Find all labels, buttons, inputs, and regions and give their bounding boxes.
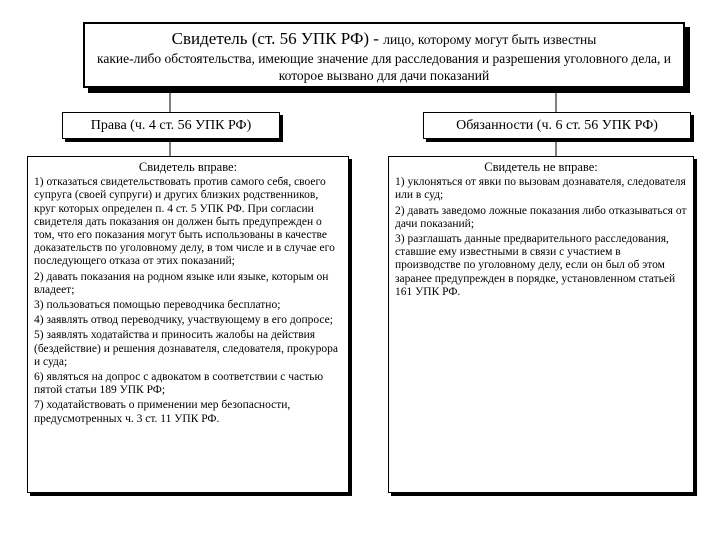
duties-item: 2) давать заведомо ложные показания либо отказываться от дачи показаний; xyxy=(395,204,687,230)
duties-header: Обязанности (ч. 6 ст. 56 УПК РФ) xyxy=(423,112,691,139)
rights-header: Права (ч. 4 ст. 56 УПК РФ) xyxy=(62,112,280,139)
rights-item: 4) заявлять отвод переводчику, участвующему в его допросе; xyxy=(34,314,333,327)
rights-list-box xyxy=(27,156,349,493)
definition-term: Свидетель (ст. 56 УПК РФ) xyxy=(171,29,370,48)
rights-item: 2) давать показания на родном языке или языке, которым он владеет; xyxy=(34,270,329,296)
definition-box xyxy=(83,22,685,88)
duties-list-box xyxy=(388,156,694,493)
definition-line2: какие-либо обстоятельства, имеющие значение для расследования и разрешения уголовного дела, и которое вызвано для дачи показаний xyxy=(96,51,672,83)
rights-title: Свидетель вправе: xyxy=(138,160,238,174)
rights-item: 5) заявлять ходатайства и приносить жалобы на действия (бездействие) и решения дознавателя, следователя, прокурора и суда; xyxy=(34,329,339,368)
rights-item: 6) являться на допрос с адвокатом в соответствии с частью пятой статьи 189 УПК РФ; xyxy=(34,371,324,397)
duties-item: 1) уклоняться от явки по вызовам дознавателя, следователя или в суд; xyxy=(395,176,686,202)
duties-item: 3) разглашать данные предварительного расследования, ставшие ему известными в связи с участием в производстве по уголовному делу, если он был об этом заранее предупрежден в порядке, установленном статьей 161 УПК РФ. xyxy=(395,233,676,298)
definition-dash: - xyxy=(369,29,384,48)
rights-item: 3) пользоваться помощью переводчика бесплатно; xyxy=(34,299,281,312)
rights-item: 7) ходатайствовать о применении мер безопасности, предусмотренных ч. 3 ст. 11 УПК РФ. xyxy=(34,399,291,425)
definition-line1 xyxy=(85,28,683,50)
definition-line1-rest: лицо, которому могут быть известны xyxy=(383,32,597,47)
duties-title: Свидетель не вправе: xyxy=(484,160,598,174)
rights-item: 1) отказаться свидетельствовать против самого себя, своего супруга (своей супруги) и других близких родственников, круг которых определен п. 4 ст. 5 УПК РФ. При согласии свидетеля дать показания он должен быть предупрежден о том, что его показания могут быть использованы в качестве доказательств по уголовному делу, в том числе и в случае его последующего отказа от этих показаний; xyxy=(34,176,335,268)
